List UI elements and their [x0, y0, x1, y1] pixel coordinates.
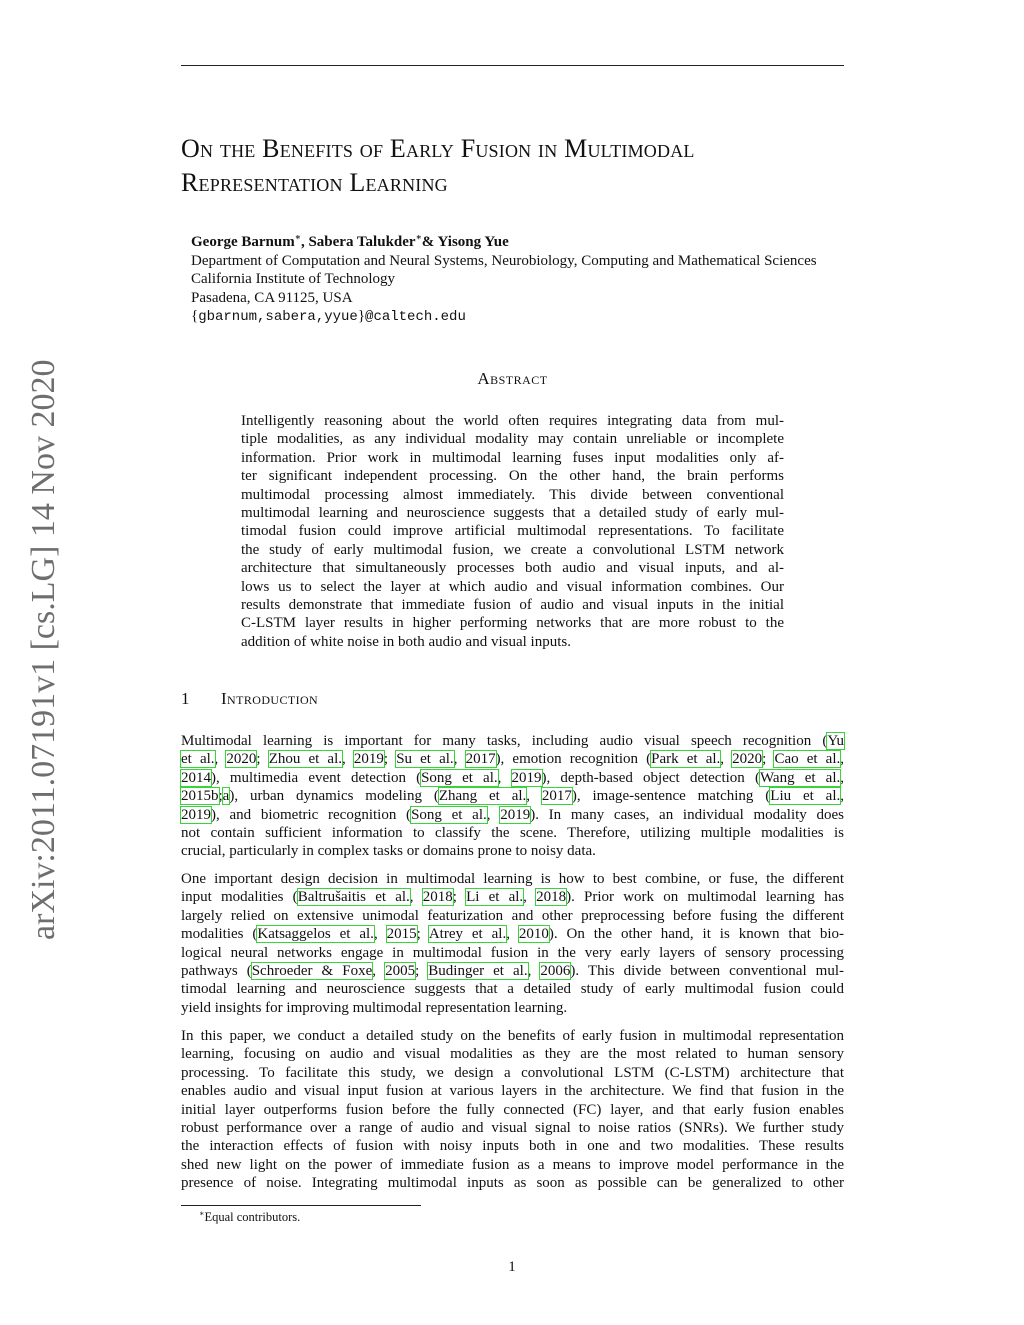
citation-link[interactable]: a [222, 788, 230, 805]
citation-link[interactable]: Katsaggelos et al. [257, 926, 374, 943]
footnote [199, 1209, 300, 1225]
text-line: initial layer outperforms fusion before the fully connected (FC) layer, and that early fusion enables [181, 1101, 844, 1118]
citation-link[interactable]: 2006 [540, 962, 571, 979]
affiliation-line: Pasadena, CA 91125, USA [191, 289, 353, 306]
author-2: Sabera Talukder [308, 234, 416, 250]
text-line: pathways (Schroeder & Foxe, 2005; Budinger et al., 2006). This divide between conventional mul- [181, 962, 845, 979]
text-line: yield insights for improving multimodal representation learning. [181, 999, 568, 1016]
title-line-2: Representation Learning [181, 168, 448, 197]
text-line: input modalities (Baltrušaitis et al., 2018; Li et al., 2018). Prior work on multimodal learning has [181, 889, 845, 906]
author-1: George Barnum [191, 234, 295, 250]
text-line: timodal learning and neuroscience suggests that a detailed study of early multimodal fusion could [181, 981, 844, 998]
abstract-line: C-LSTM layer results in higher performing networks that are more robust to the [241, 615, 784, 632]
citation-link[interactable]: 2020 [226, 751, 257, 768]
footnote-mark: ∗ [199, 1209, 205, 1218]
abstract-line: information. Prior work in multimodal learning fuses input modalities only af- [241, 449, 784, 466]
arxiv-identifier[interactable]: arXiv:2011.07191v1 [cs.LG] 14 Nov 2020 [25, 359, 62, 940]
equal-contrib-mark-1[interactable]: ∗ [294, 232, 301, 242]
citation-link[interactable]: Park et al. [651, 751, 721, 768]
text-line: 2014), multimedia event detection (Song et al., 2019), depth-based object detection (Wang et al., [181, 769, 845, 786]
text-line: shed new light on the power of immediate fusion as a means to improve model performance in the [181, 1156, 844, 1173]
abstract-line: multimodal learning and neuroscience suggests that a detailed study of early mul- [241, 504, 784, 521]
text-line: learning, focusing on audio and visual modalities as they are the most related to human sensory [181, 1046, 844, 1063]
citation-link[interactable]: 2017 [465, 751, 496, 768]
citation-link[interactable]: 2005 [385, 962, 416, 979]
abstract-line: multimodal processing almost immediately. This divide between conventional [241, 486, 784, 503]
citation-link[interactable]: Li et al. [466, 889, 524, 906]
abstract-line: architecture that simultaneously processes both audio and visual inputs, and al- [241, 560, 784, 577]
author-names: George Barnum∗, Sabera Talukder∗& Yisong Yue [191, 232, 509, 250]
citation-link[interactable]: Schroeder & Foxe [251, 962, 373, 979]
text-line: the interaction effects of fusion with noisy inputs both in one and two modalities. These results [181, 1138, 844, 1155]
citation-link[interactable]: Atrey et al. [428, 926, 507, 943]
text-line: largely relied on extensive unimodal featurization and other preprocessing before fusing the different [181, 907, 844, 924]
intro-paragraph-3 [181, 1027, 844, 1193]
citation-link[interactable]: 2019 [511, 769, 542, 786]
abstract-line: results demonstrate that immediate fusion of audio and visual inputs in the initial [241, 596, 784, 613]
citation-link[interactable]: Liu et al. [770, 788, 841, 805]
abstract-line: addition of white noise in both audio and visual inputs. [241, 633, 571, 650]
section-number: 1 [181, 689, 190, 708]
citation-link[interactable]: Baltrušaitis et al. [297, 889, 410, 906]
affiliation-line: Department of Computation and Neural Systems, Neurobiology, Computing and Mathematical Sciences [191, 252, 817, 269]
title-line-1: On the Benefits of Early Fusion in Multimodal [181, 134, 695, 163]
section-title: Introduction [221, 689, 319, 708]
text-line: et al., 2020; Zhou et al., 2019; Su et al., 2017), emotion recognition (Park et al., 2020; Cao et al., [181, 751, 845, 768]
abstract-line: lows us to select the layer at which audio and visual information combines. Our [241, 578, 784, 595]
text-line: modalities (Katsaggelos et al., 2015; Atrey et al., 2010). On the other hand, it is known that bio- [181, 926, 844, 943]
citation-link[interactable]: 2018 [422, 889, 453, 906]
page-number: 1 [508, 1259, 516, 1275]
affiliation-line: California Institute of Technology [191, 271, 396, 287]
text-line: robust performance over a range of audio and visual signal to noise ratios (SNRs). We further study [181, 1119, 844, 1136]
citation-link[interactable]: Zhang et al. [438, 788, 527, 805]
citation-link[interactable]: Zhou et al. [268, 751, 343, 768]
text-line: enables audio and visual input fusion at various layers in the architecture. We find that fusion in the [181, 1083, 844, 1100]
citation-link[interactable]: 2019 [353, 751, 384, 768]
intro-paragraph-1 [181, 732, 844, 861]
citation-link[interactable]: Su et al. [396, 751, 454, 768]
abstract-heading: Abstract [477, 369, 548, 388]
citation-link[interactable]: 2019 [500, 806, 531, 823]
citation-link[interactable]: Cao et al. [774, 751, 841, 768]
text-line: 2015b;a), urban dynamics modeling (Zhang et al., 2017), image-sentence matching (Liu et al., [181, 788, 844, 805]
text-line: logical neural networks engage in multimodal fusion in the very early layers of sensory processing [181, 944, 844, 961]
text-line: processing. To facilitate this study, we design a convolutional LSTM (C-LSTM) architecture that [181, 1064, 844, 1081]
citation-link[interactable]: 2010 [518, 926, 549, 943]
footnote-text: Equal contributors. [204, 1210, 301, 1225]
citation-link[interactable]: 2019 [181, 806, 211, 823]
abstract-line: timodal fusion could improve artificial multimodal representations. To facilitate [241, 523, 784, 540]
header-rule [181, 65, 844, 66]
text-line: presence of noise. Integrating multimodal inputs as soon as possible can be generalized to other [181, 1175, 844, 1192]
author-3: Yisong Yue [437, 234, 509, 250]
citation-link[interactable]: Song et al. [421, 769, 498, 786]
citation-link[interactable]: et al. [181, 751, 215, 768]
abstract-line: the study of early multimodal fusion, we create a convolutional LSTM network [241, 541, 784, 558]
citation-link[interactable]: Budinger et al. [428, 962, 528, 979]
citation-link[interactable]: 2015b [181, 788, 219, 805]
text-line: crucial, particularly in complex tasks or domains prone to noisy data. [181, 843, 596, 860]
citation-link[interactable]: 2014 [181, 769, 211, 786]
text-line: One important design decision in multimodal learning is how to best combine, or fuse, the different [181, 871, 844, 887]
citation-link[interactable]: 2018 [536, 889, 567, 906]
citation-link[interactable]: 2015 [386, 926, 417, 943]
footnote-rule [181, 1205, 421, 1206]
text-line: not contain sufficient information to classify the scene. Therefore, utilizing multiple modalities is [181, 824, 844, 841]
equal-contrib-mark-2[interactable]: ∗ [415, 232, 422, 242]
abstract-body [241, 412, 784, 651]
text-line: 2019), and biometric recognition (Song et al., 2019). In many cases, an individual modality does [181, 806, 844, 823]
author-block [191, 228, 817, 327]
abstract-line: ter significant independent processing. On the other hand, the brain performs [241, 468, 784, 485]
intro-paragraph-2 [181, 870, 844, 1017]
text-line: Multimodal learning is important for many tasks, including audio visual speech recognition (Yu [181, 733, 844, 749]
section-heading-introduction [181, 689, 318, 709]
abstract-line: tiple modalities, as any individual modality may contain unreliable or incomplete [241, 431, 784, 448]
citation-link[interactable]: Wang et al. [759, 769, 841, 786]
abstract-line: Intelligently reasoning about the world often requires integrating data from mul- [241, 413, 784, 429]
text-line: In this paper, we conduct a detailed study on the benefits of early fusion in multimodal representation [181, 1028, 844, 1044]
author-emails[interactable]: {gbarnum,sabera,yyue}@caltech.edu [191, 308, 466, 325]
paper-title [181, 132, 881, 200]
citation-link[interactable]: Yu [827, 733, 844, 749]
citation-link[interactable]: 2017 [541, 788, 572, 805]
citation-link[interactable]: Song et al. [411, 806, 487, 823]
citation-link[interactable]: 2020 [732, 751, 763, 768]
